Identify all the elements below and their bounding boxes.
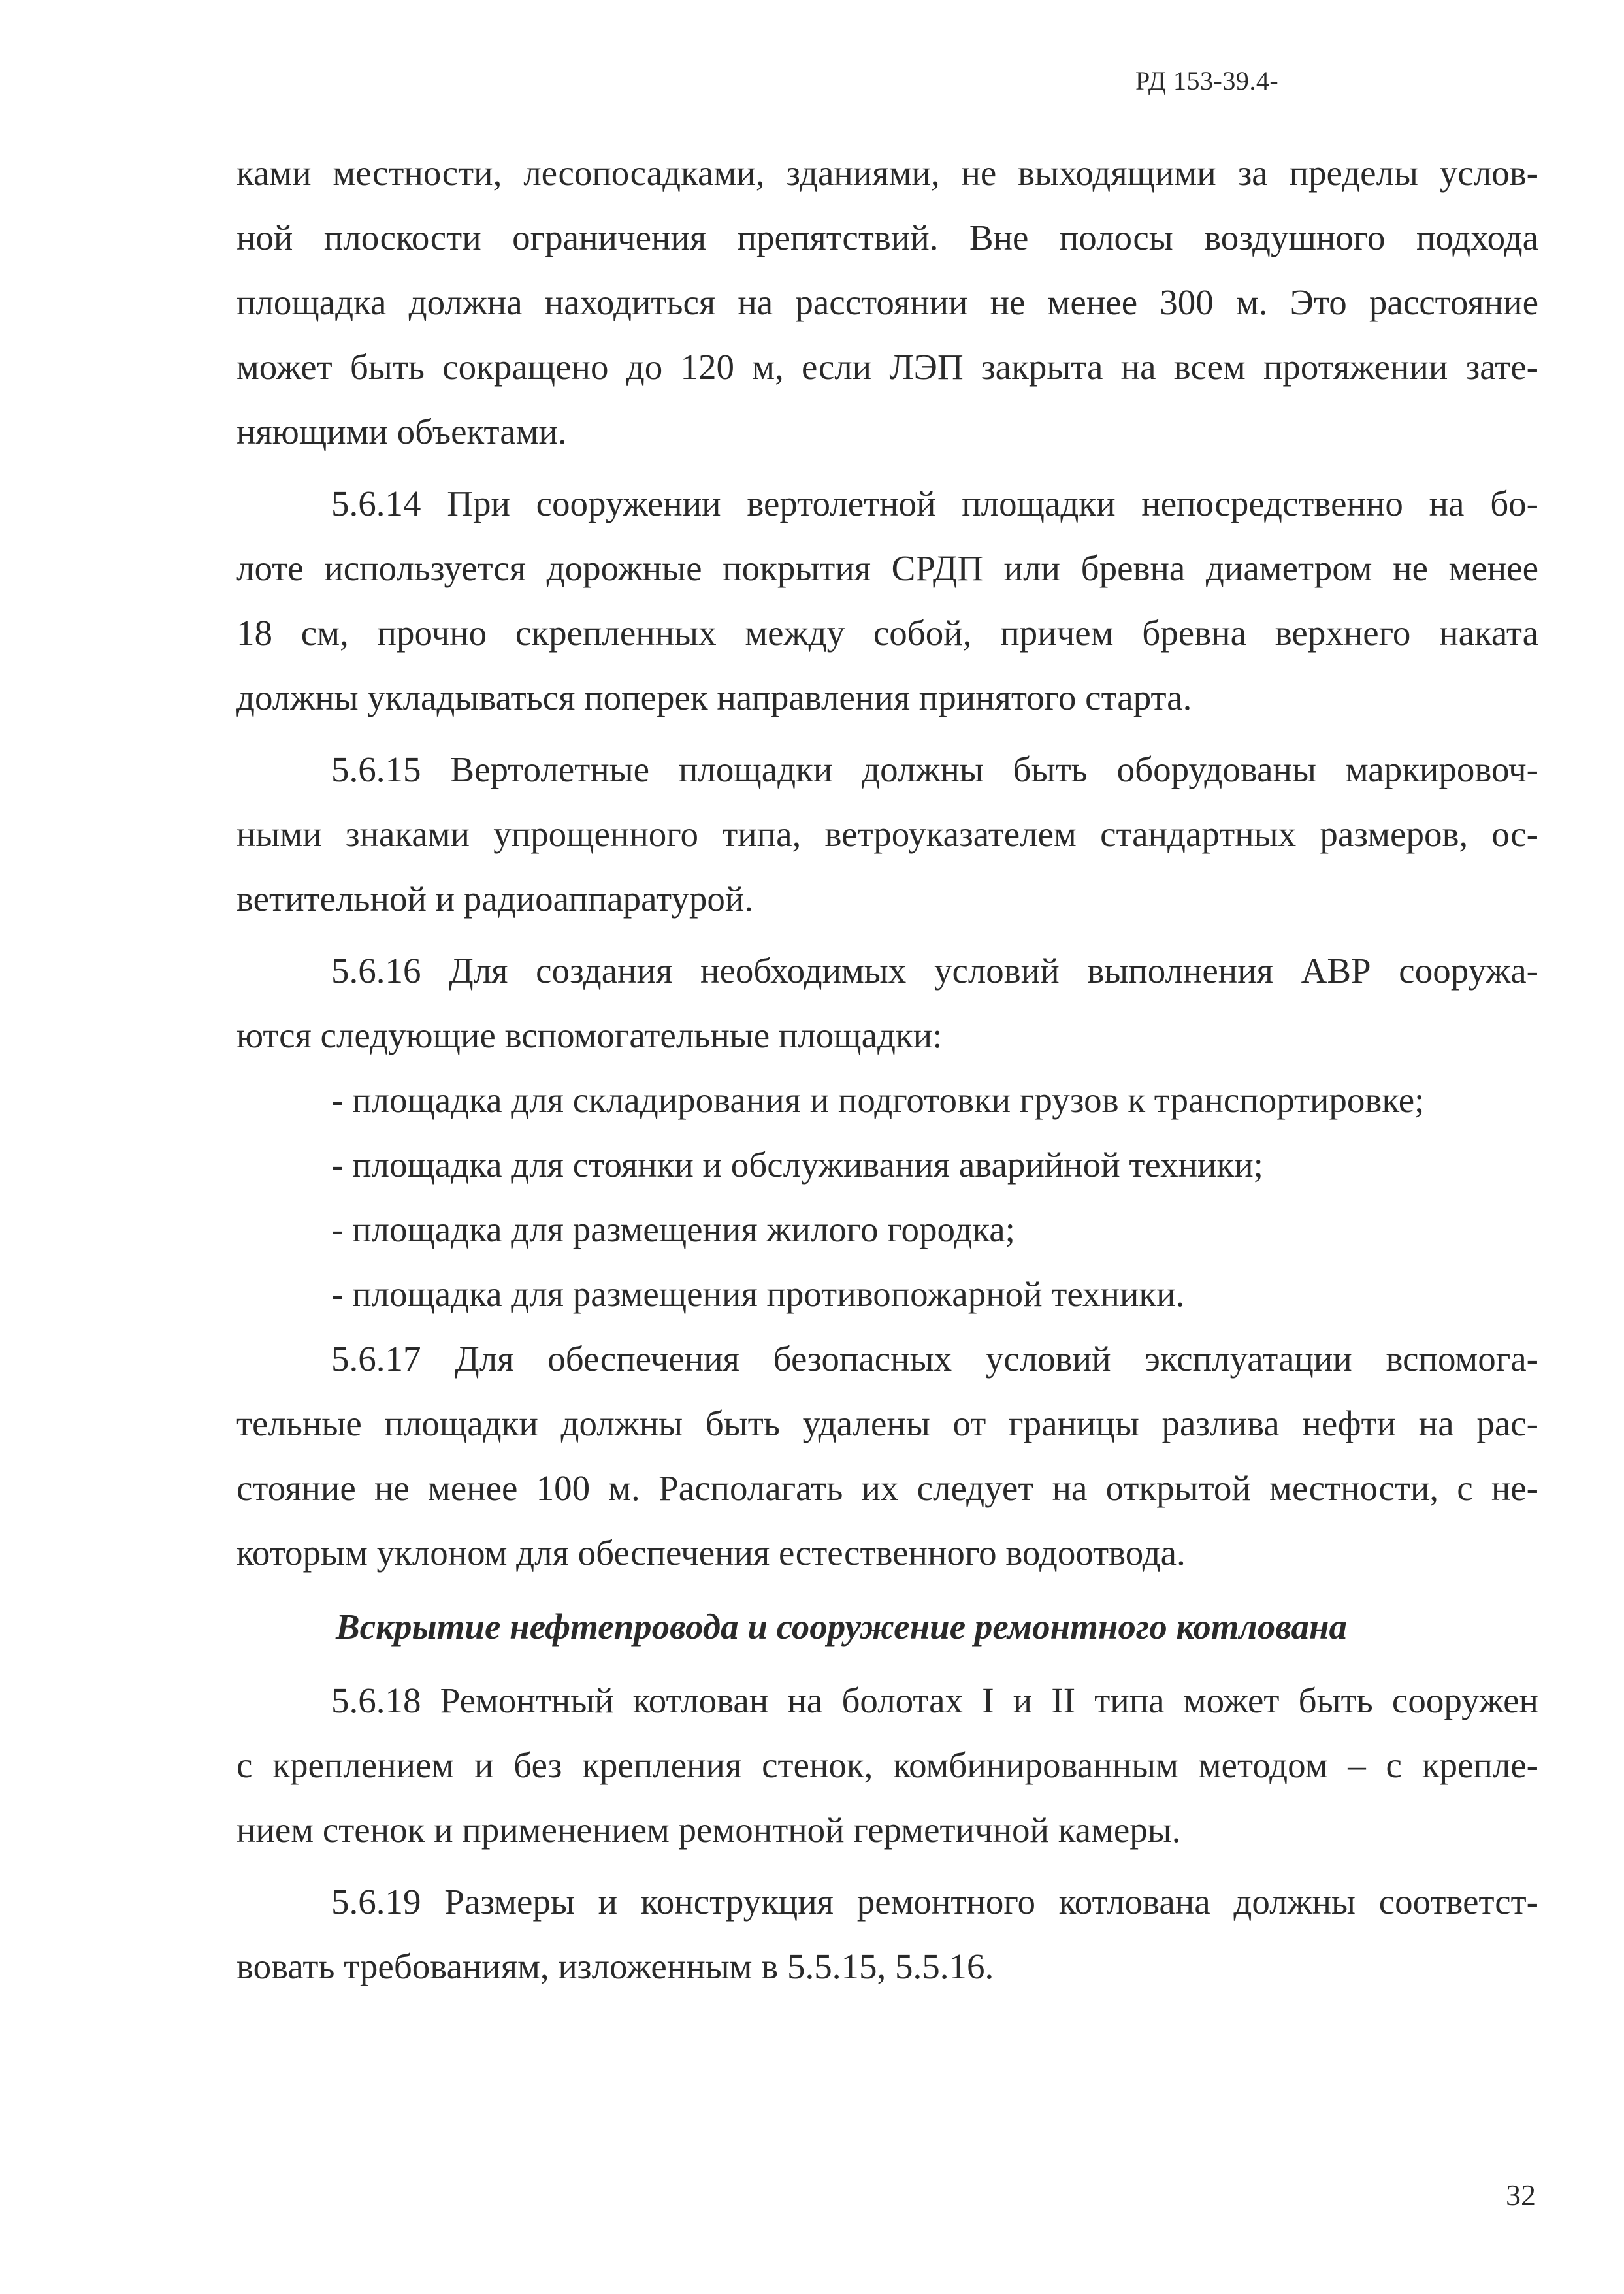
text-line: с креплением и без крепления стенок, комбинированным методом – с крепле- [236, 1745, 1538, 1785]
text-line: 5.6.18 Ремонтный котлован на болотах I и II типа может быть сооружен [331, 1680, 1538, 1720]
paragraph-continuation [236, 140, 1538, 464]
paragraph-5-6-15 [236, 737, 1538, 931]
section-heading: Вскрытие нефтепровода и сооружение ремонтного котлована [336, 1607, 1348, 1647]
document-code-header: РД 153-39.4- [1135, 66, 1279, 95]
text-line: ными знаками упрощенного типа, ветроуказателем стандартных размеров, ос- [236, 814, 1538, 854]
text-line: 5.6.17 Для обеспечения безопасных условий эксплуатации вспомога- [331, 1339, 1538, 1379]
paragraph-5-6-16 [236, 938, 1538, 1068]
text-line: ной плоскости ограничения препятствий. Вне полосы воздушного подхода [236, 218, 1538, 257]
text-line: 18 см, прочно скрепленных между собой, причем бревна верхнего наката [236, 613, 1538, 653]
text-line: должны укладываться поперек направления принятого старта. [236, 678, 1192, 717]
text-line: которым уклоном для обеспечения естественного водоотвода. [236, 1533, 1186, 1573]
text-line: ками местности, лесопосадками, зданиями, не выходящими за пределы услов- [236, 153, 1538, 193]
text-line: 5.6.16 Для создания необходимых условий выполнения АВР сооружа- [331, 951, 1538, 991]
text-line: ветительной и радиоаппаратурой. [236, 879, 754, 919]
text-line: может быть сокращено до 120 м, если ЛЭП закрыта на всем протяжении зате- [236, 347, 1538, 387]
text-line: ются следующие вспомогательные площадки: [236, 1015, 943, 1055]
text-line: 5.6.15 Вертолетные площадки должны быть оборудованы маркировоч- [331, 749, 1538, 789]
text-line: вовать требованиям, изложенным в 5.5.15, 5.5.16. [236, 1946, 994, 1986]
text-line: няющими объектами. [236, 412, 567, 451]
text-line: 5.6.19 Размеры и конструкция ремонтного котлована должны соответст- [331, 1882, 1538, 1922]
paragraph-5-6-19 [236, 1869, 1538, 1999]
paragraph-5-6-14 [236, 471, 1538, 730]
auxiliary-sites-list [236, 1068, 1538, 1326]
paragraph-5-6-17 [236, 1326, 1538, 1585]
text-line: стояние не менее 100 м. Располагать их следует на открытой местности, с не- [236, 1468, 1538, 1508]
text-line: площадка должна находиться на расстоянии не менее 300 м. Это расстояние [236, 282, 1538, 322]
text-line: лоте используется дорожные покрытия СРДП или бревна диаметром не менее [236, 548, 1538, 588]
document-body [236, 140, 1538, 1999]
page-number: 32 [1506, 2178, 1536, 2212]
text-line: 5.6.14 При сооружении вертолетной площадки непосредственно на бо- [331, 483, 1538, 523]
text-line: нием стенок и применением ремонтной герметичной камеры. [236, 1810, 1181, 1850]
list-item: - площадка для размещения жилого городка; [331, 1209, 1015, 1249]
list-item: - площадка для складирования и подготовки грузов к транспортировке; [331, 1080, 1425, 1120]
list-item: - площадка для размещения противопожарной техники. [331, 1274, 1185, 1314]
list-item: - площадка для стоянки и обслуживания аварийной техники; [331, 1145, 1263, 1185]
paragraph-5-6-18 [236, 1668, 1538, 1862]
text-line: тельные площадки должны быть удалены от границы разлива нефти на рас- [236, 1403, 1538, 1443]
